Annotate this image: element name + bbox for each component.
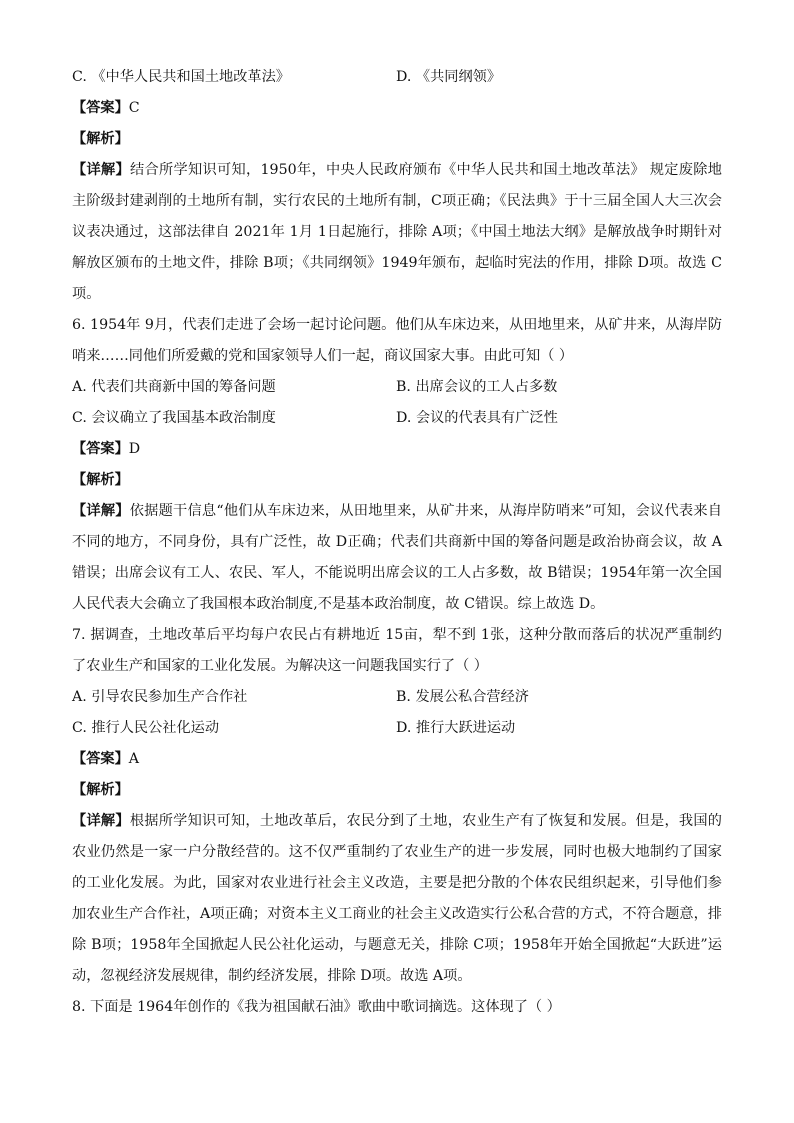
q5-analysis-heading (72, 124, 722, 155)
q7-analysis-heading (72, 775, 722, 806)
q8-stem (72, 992, 722, 1023)
q6-option-d[interactable]: D. 会议的代表具有广泛性 (396, 410, 558, 426)
q7-answer (72, 744, 722, 775)
answer-tag: 【答案】 (72, 441, 129, 457)
q6-option-a[interactable]: A. 代表们共商新中国的筹备问题 (72, 379, 276, 395)
answer-value: C (128, 100, 140, 116)
q7-stem (72, 620, 722, 682)
analysis-tag: 【解析】 (72, 472, 129, 488)
detail-tag: 【详解】 (72, 813, 130, 829)
q6-stem (72, 310, 722, 372)
q5-options-row (72, 62, 722, 93)
q7-options-row-1 (72, 682, 722, 713)
answer-value: D (128, 441, 141, 457)
q7-option-c[interactable]: C. 推行人民公社化运动 (72, 720, 220, 736)
q6-answer (72, 434, 722, 465)
document-page (72, 62, 722, 1023)
question-stem: 8. 下面是 1964年创作的《我为祖国献石油》歌曲中歌词摘选。这体现了（ ） (72, 999, 561, 1015)
q7-option-a[interactable]: A. 引导农民参加生产合作社 (72, 689, 248, 705)
analysis-tag: 【解析】 (72, 782, 129, 798)
q7-options-row-2 (72, 713, 722, 744)
answer-tag: 【答案】 (72, 751, 129, 767)
q7-option-d[interactable]: D. 推行大跃进运动 (396, 720, 516, 736)
q6-detail (72, 496, 722, 620)
q7-detail (72, 806, 722, 992)
detail-tag: 【详解】 (72, 503, 130, 519)
q5-option-c[interactable]: C. 《中华人民共和国土地改革法》 (72, 69, 290, 85)
q6-options-row-1 (72, 372, 722, 403)
q7-option-b[interactable]: B. 发展公私合营经济 (396, 689, 529, 705)
q6-option-b[interactable]: B. 出席会议的工人占多数 (396, 379, 558, 395)
detail-text: 依据题干信息“他们从车床边来，从田地里来，从矿井来，从海岸防哨来”可知，会议代表来自不同的地方，不同身份，具有广泛性，故 D正确；代表们共商新中国的筹备问题是政治协商会议，故 A错误；出席会议有工人、农民、军人，不能说明出席会议的工人占多数，故 B错误；1954年第一次全国人民代表大会确立了我国根本政治制度,不是基本政治制度，故 C错误。综上故选 D。 (72, 503, 722, 612)
q5-option-d[interactable]: D. 《共同纲领》 (396, 69, 502, 85)
answer-tag: 【答案】 (72, 100, 129, 116)
q6-options-row-2 (72, 403, 722, 434)
q6-analysis-heading (72, 465, 722, 496)
answer-value: A (128, 751, 140, 767)
detail-text: 根据所学知识可知，土地改革后，农民分到了土地，农业生产有了恢复和发展。但是，我国的农业仍然是一家一户分散经营的。这不仅严重制约了农业生产的进一步发展，同时也极大地制约了国家的工业化发展。为此，国家对农业进行社会主义改造，主要是把分散的个体农民组织起来，引导他们参加农业生产合作社，A项正确；对资本主义工商业的社会主义改造实行公私合营的方式，不符合题意，排除 B项；1958年全国掀起人民公社化运动，与题意无关，排除 C项；1958年开始全国掀起“大跃进”运动，忽视经济发展规律，制约经济发展，排除 D项。故选 A项。 (72, 813, 722, 984)
q5-answer (72, 93, 722, 124)
question-stem: 6. 1954年 9月，代表们走进了会场一起讨论问题。他们从车床边来，从田地里来，从矿井来，从海岸防哨来……同他们所爱戴的党和国家领导人们一起，商议国家大事。由此可知（ ） (72, 317, 722, 364)
analysis-tag: 【解析】 (72, 131, 129, 147)
q5-detail (72, 155, 722, 310)
question-stem: 7. 据调查，土地改革后平均每户农民占有耕地近 15亩，犁不到 1张，这种分散而落后的状况严重制约了农业生产和国家的工业化发展。为解决这一问题我国实行了（ ） (72, 627, 722, 674)
detail-text: 结合所学知识可知，1950年，中央人民政府颁布《中华人民共和国土地改革法》 规定废除地主阶级封建剥削的土地所有制，实行农民的土地所有制，C项正确；《民法典》于十三届全国人大三次会议表决通过，这部法律自 2021年 1月 1日起施行，排除 A项；《中国土地法大纲》是解放战争时期针对解放区颁布的土地文件，排除 B项；《共同纲领》1949年颁布，起临时宪法的作用，排除 D项。故选 C项。 (72, 162, 722, 302)
q6-option-c[interactable]: C. 会议确立了我国基本政治制度 (72, 410, 276, 426)
detail-tag: 【详解】 (72, 162, 131, 178)
